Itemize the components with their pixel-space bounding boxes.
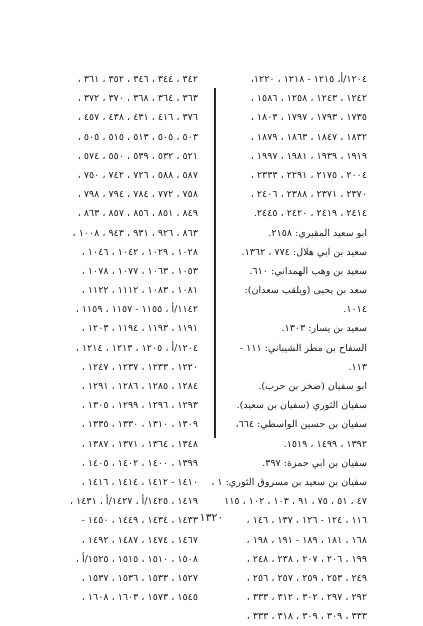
index-entry-line: ١٢٢٠ ، ١٢٣٣ ، ١٢٣٧ ، ١٢٤٧ ، <box>81 361 198 373</box>
index-entry-line: ١١٣. <box>348 361 367 373</box>
index-entry-line: ١٠٢٨ ، ١٠٢٩ ، ١٠٤٢ ، ١٠٤٦ ، <box>81 246 198 258</box>
index-entry-line: ٣٤٢ ، ٣٤٤ ، ٣٤٦ ، ٣٥٢ ، ٣٦١ ، <box>77 74 198 85</box>
index-entry-line: ١٧٣٥ ، ١٧٩٣ ، ١٧٩٧ ، ١٨٠٣ ، <box>250 112 367 124</box>
index-entry-line: ١٦٨ ، ١٨١ ، ١٨٩ - ١٩١ ، ١٩٨ ، <box>246 534 367 546</box>
index-entry-line: ابو سعيد المقبري: ٢١٥٨. <box>268 227 367 239</box>
page-number: ١٣٢٠ <box>199 511 224 524</box>
index-entry-line: ١٤٣٣ ، ١٤٣٤ ، ١٤٤٩ ، ١٤٥٠ - <box>81 515 198 527</box>
index-entry-line: ١٢٤٢ ، ١٢٤٣ ، ١٢٥٨ ، ١٥٨٦ ، <box>250 93 367 105</box>
index-entry-line: ٢٩٢ ، ٢٩٧ ، ٣٠٢ ، ٣١٢ ، ٣٣٣ ، <box>246 592 367 604</box>
index-entry-line: ١١٦ ، ١٢٤ - ١٢٦ ، ١٣٧ ، ١٤٦ ، <box>246 515 367 527</box>
index-entry-line: ١٣٩٢ ، ١٤٩٩ ، ١٥١٩. <box>283 438 367 450</box>
index-entry-line: ١٥٠٨ ، ١٥١٠ ، ١٥١٥ ، ١٥٢٥/أ ، <box>75 553 198 565</box>
index-entry-line: ١٠٨١ ، ١٠٨٣ ، ١١١٢ ، ١١٢٢ ، <box>81 285 198 297</box>
index-entry-line: ١٢٩٣ ، ١٢٩٦ ، ١٢٩٩ ، ١٣٠٥ ، <box>81 400 198 412</box>
index-entry-line: ٣٣٣ ، ٣٠٩ ، ٣٠٩ ، ٣١٨ ، ٣٣٣ ، <box>246 611 367 623</box>
index-entry-line: ١٤٦٧ ، ١٤٧٤ ، ١٤٨٧ ، ١٤٩٢ ، <box>81 534 198 546</box>
index-entry-line: ١٠١٤. <box>343 304 367 316</box>
index-entry-line: ١٩٩ ، ٢٠٦ ، ٢٠٧ ، ٢٣٨ ، ٢٤٨ ، <box>246 553 367 565</box>
index-entry-line: سعيد بن وهب الهمداني: ٦١٠. <box>249 265 367 277</box>
index-entry-line: ابو سفيان (صخر بن حرب). <box>258 381 367 392</box>
index-entry-line: سفيان الثوري (سفيان بن سعيد). <box>236 400 367 412</box>
index-entry-line: ٣٧٦ ، ٤١٦ ، ٤٣١ ، ٤٣٨ ، ٤٥٧ ، <box>77 112 198 124</box>
index-entry-line: ٨٦٣ ، ٩٢٦ ، ٩٣١ ، ٩٤٣ ، ١٠٠٨ ، <box>72 227 198 239</box>
index-entry-line: سعد بن يحيى (ويلقب سعدان): <box>244 285 367 297</box>
index-entry-line: ١٣٩٩ ، ١٤٠٠ ، ١٤٠٢ ، ١٤٠٥ ، <box>81 457 198 469</box>
index-entry-line: ٢٣٧٠ ، ٢٣٧١ ، ٢٣٨٨ ، ٢٤٠٦ ، <box>250 189 367 201</box>
index-entry-line: ١٠٥٣ ، ١٠٦٣ ، ١٠٧٧ ، ١٠٧٨ ، <box>81 265 198 277</box>
index-entry-line: ٥٨٧ ، ٥٨٨ ، ٧٢٦ ، ٧٤٢ ، ٧٥٠ ، <box>77 169 198 181</box>
index-entry-line: ٤٧ ، ٥١ ، ٧٥ ، ٩١ ، ١٠٣ ، ١٠٢ ، ١١٥ <box>224 496 367 508</box>
index-entry-line: ٢٤١٤ ، ٢٤١٩ ، ٢٤٢٠ ، ٢٤٤٥. <box>253 208 367 220</box>
index-entry-line: ٥٠٣ ، ٥٠٥ ، ٥١٣ ، ٥١٥ ، ٥٠٥ ، <box>77 131 198 143</box>
index-entry-line: ٣٦٣ ، ٣٦٤ ، ٣٦٨ ، ٣٧٠ ، ٣٧٢ ، <box>77 93 198 105</box>
index-entry-line: ١١٤٢/أ ، ١١٥٥ - ١١٥٧ ، ١١٥٩ ، <box>75 304 198 316</box>
index-entry-line: ١٢٠٤/أ، ١٢١٥ - ١٢١٨ ، ١٢٢٠، <box>250 74 367 85</box>
index-entry-line: ٧٥٨ ، ٧٧٢ ، ٧٨٤ ، ٧٩٤ ، ٧٩٨ ، <box>77 189 198 201</box>
index-entry-line: ٥٢١ ، ٥٣٢ ، ٥٣٩ ، ٥٥٠ ، ٥٧٤ ، <box>77 150 198 162</box>
index-entry-line: ١٩١٩ ، ١٩٣٩ ، ١٩٨١ ، ١٩٩٧ ، <box>250 150 367 162</box>
index-entry-line: ٨٤٩ ، ٨٥١ ، ٨٥٦ ، ٨٥٧ ، ٨٦٣ ، <box>77 208 198 220</box>
index-entry-line: السفاح بن مطر الشيباني: ١١١ - <box>239 342 367 354</box>
index-entry-line: سعيد بن ابي هلال: ٧٧٤ ، ١٣٦٢. <box>241 246 367 258</box>
index-entry-line: سفيان بن حسين الواسطي: ٦٦٤، <box>235 419 367 431</box>
index-entry-line: ١٨٣٢ ، ١٨٤٧ ، ١٨٦٣ ، ١٨٧٩ ، <box>250 131 367 143</box>
index-column-left <box>51 70 198 607</box>
index-entry-line: ١٤١٠ - ١٤١٢ ، ١٤١٤ ، ١٤١٦ ، <box>81 476 198 488</box>
index-entry-line: سفيان بن سعيد بن مسروق الثوري: ١ ، <box>211 476 367 488</box>
index-entry-line: ٢٠٠٤ ، ٢١٧٥ ، ٢٢٩١ ، ٢٣٣٣ ، <box>250 169 367 181</box>
column-divider <box>214 88 216 438</box>
index-column-right <box>209 70 367 626</box>
index-entry-line: ١٥٤٥ ، ١٥٧٣ ، ١٦٠٣ ، ١٦٠٨ ، <box>81 592 198 604</box>
index-entry-line: سفيان بن ابي حمزة: ٣٩٧. <box>262 457 367 469</box>
index-entry-line: ١٤١٩ ، ١٤٢٥/أ ، ١٤٢٧/أ ، ١٤٣١ ، <box>69 496 198 508</box>
index-entry-line: ١٢٨٤ ، ١٢٨٥ ، ١٢٨٦ ، ١٢٩١ ، <box>81 381 198 392</box>
index-entry-line: ١٢٠٤/أ ، ١٢٠٥ ، ١٢١٣ ، ١٢١٤ ، <box>75 342 198 354</box>
index-entry-line: ١٣٠٩ ، ١٣١٠ ، ١٣٣٠ ، ١٣٣٥ ، <box>81 419 198 431</box>
index-entry-line: سعيد بن يسار: ١٣٠٣. <box>281 323 367 335</box>
index-entry-line: ١٣٤٨ ، ١٣٦٤ ، ١٣٧١ ، ١٣٨٧ ، <box>81 438 198 450</box>
index-entry-line: ١٥٢٧ ، ١٥٣٣ ، ١٥٣٦ ، ١٥٣٧ ، <box>81 572 198 584</box>
index-entry-line: ٢٤٩ ، ٢٥٣ ، ٢٥٩ ، ٢٥٧ ، ٢٥٦ ، <box>246 572 367 584</box>
index-entry-line: ١١٩١ ، ١١٩٣ ، ١١٩٤ ، ١٢٠٣ ، <box>81 323 198 335</box>
